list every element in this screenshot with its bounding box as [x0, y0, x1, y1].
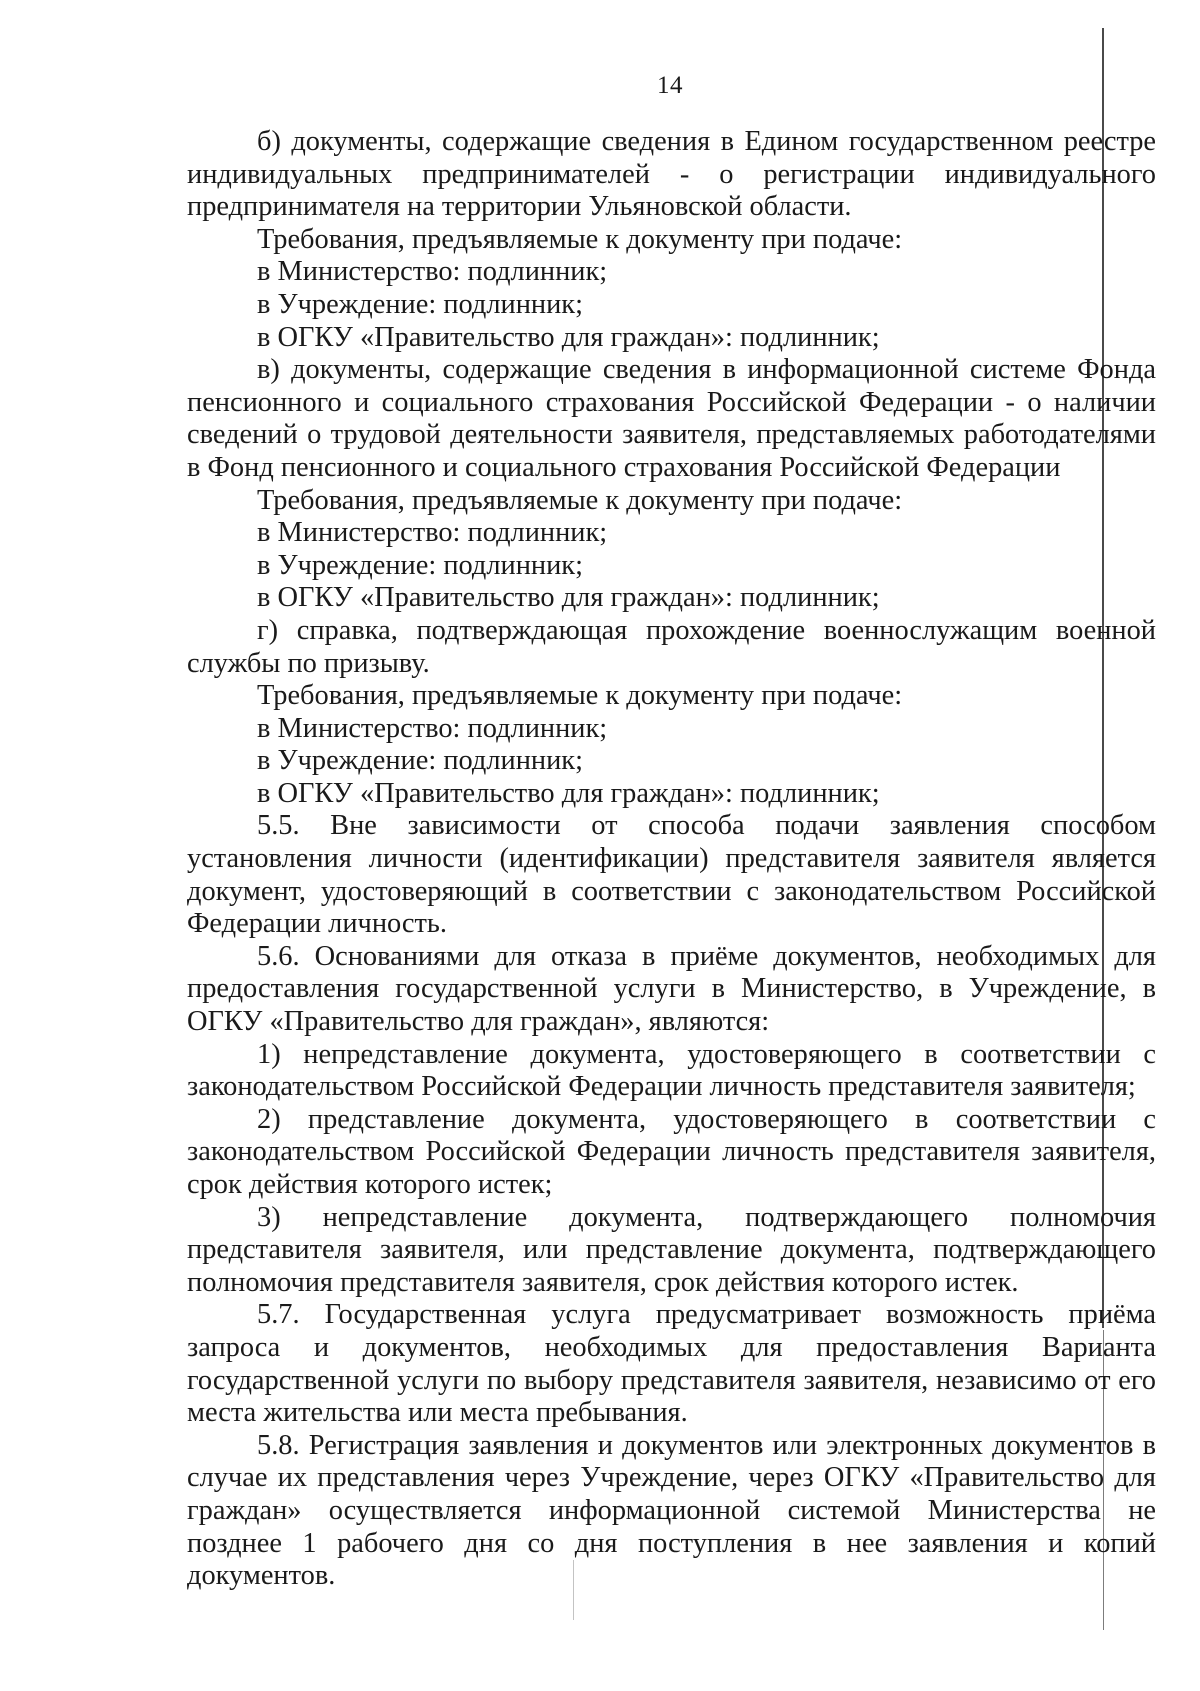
paragraph-5-6-item-3: 3) непредставление документа, подтверждающего полномочия представителя заявителя, или представление документа, подтверждающего полномочия представителя заявителя, срок действия которого истек.: [187, 1201, 1156, 1298]
paragraph-ogku-1: в ОГКУ «Правительство для граждан»: подлинник;: [257, 321, 880, 353]
paragraph-5-7: 5.7. Государственная услуга предусматривает возможность приёма запроса и документов, необходимых для предоставления Варианта государственной услуги по выбору представителя заявителя, независимо от его места жительства или места пребывания.: [187, 1299, 1156, 1429]
paragraph-institution-2: в Учреждение: подлинник;: [257, 549, 583, 581]
paragraph-ministry-2: в Министерство: подлинник;: [257, 517, 608, 549]
paragraph-ogku-2: в ОГКУ «Правительство для граждан»: подлинник;: [257, 582, 880, 614]
paragraph-ogku-3: в ОГКУ «Правительство для граждан»: подлинник;: [257, 777, 880, 809]
paragraph-requirements-1: Требования, предъявляемые к документу при подаче:: [257, 223, 903, 255]
paragraph-5-6: 5.6. Основаниями для отказа в приёме документов, необходимых для предоставления государственной услуги в Министерство, в Учреждение, в ОГКУ «Правительство для граждан», являются:: [187, 940, 1156, 1038]
paragraph-institution-1: в Учреждение: подлинник;: [257, 288, 583, 320]
paragraph-5-5: 5.5. Вне зависимости от способа подачи заявления способом установления личности (идентификации) представителя заявителя является документ, удостоверяющий в соответствии с законодательством Российской Федерации личность.: [187, 810, 1156, 940]
paragraph-requirements-3: Требования, предъявляемые к документу при подаче:: [257, 680, 903, 712]
paragraph-b-egrip: б) документы, содержащие сведения в Едином государственном реестре индивидуальных предпринимателей - о регистрации индивидуального предпринимателя на территории Ульяновской области.: [187, 126, 1156, 223]
paragraph-g-military: г) справка, подтверждающая прохождение военнослужащим военной службы по призыву.: [187, 614, 1156, 679]
paragraph-5-6-item-2: 2) представление документа, удостоверяющего в соответствии с законодательством Российской Федерации личность представителя заявителя, срок действия которого истек;: [187, 1103, 1156, 1200]
paragraph-institution-3: в Учреждение: подлинник;: [257, 745, 583, 777]
paragraph-5-6-item-1: 1) непредставление документа, удостоверяющего в соответствии с законодательством Российской Федерации личность представителя заявителя;: [187, 1038, 1156, 1103]
paragraph-ministry-1: в Министерство: подлинник;: [257, 256, 608, 288]
paragraph-v-fund: в) документы, содержащие сведения в информационной системе Фонда пенсионного и социального страхования Российской Федерации - о наличии сведений о трудовой деятельности заявителя, представляемых работодателями в Фонд пенсионного и социального страхования Российской Федерации: [187, 354, 1156, 483]
paragraph-requirements-2: Требования, предъявляемые к документу при подаче:: [257, 484, 903, 516]
paragraph-5-8: 5.8. Регистрация заявления и документов или электронных документов в случае их представления через Учреждение, через ОГКУ «Правительство для граждан» осуществляется информационной системой Министерства не позднее 1 рабочего дня со дня поступления в нее заявления и копий документов.: [187, 1429, 1156, 1592]
page-number: 14: [657, 72, 683, 99]
paragraph-ministry-3: в Министерство: подлинник;: [257, 712, 608, 744]
document-body: [187, 126, 1156, 1593]
